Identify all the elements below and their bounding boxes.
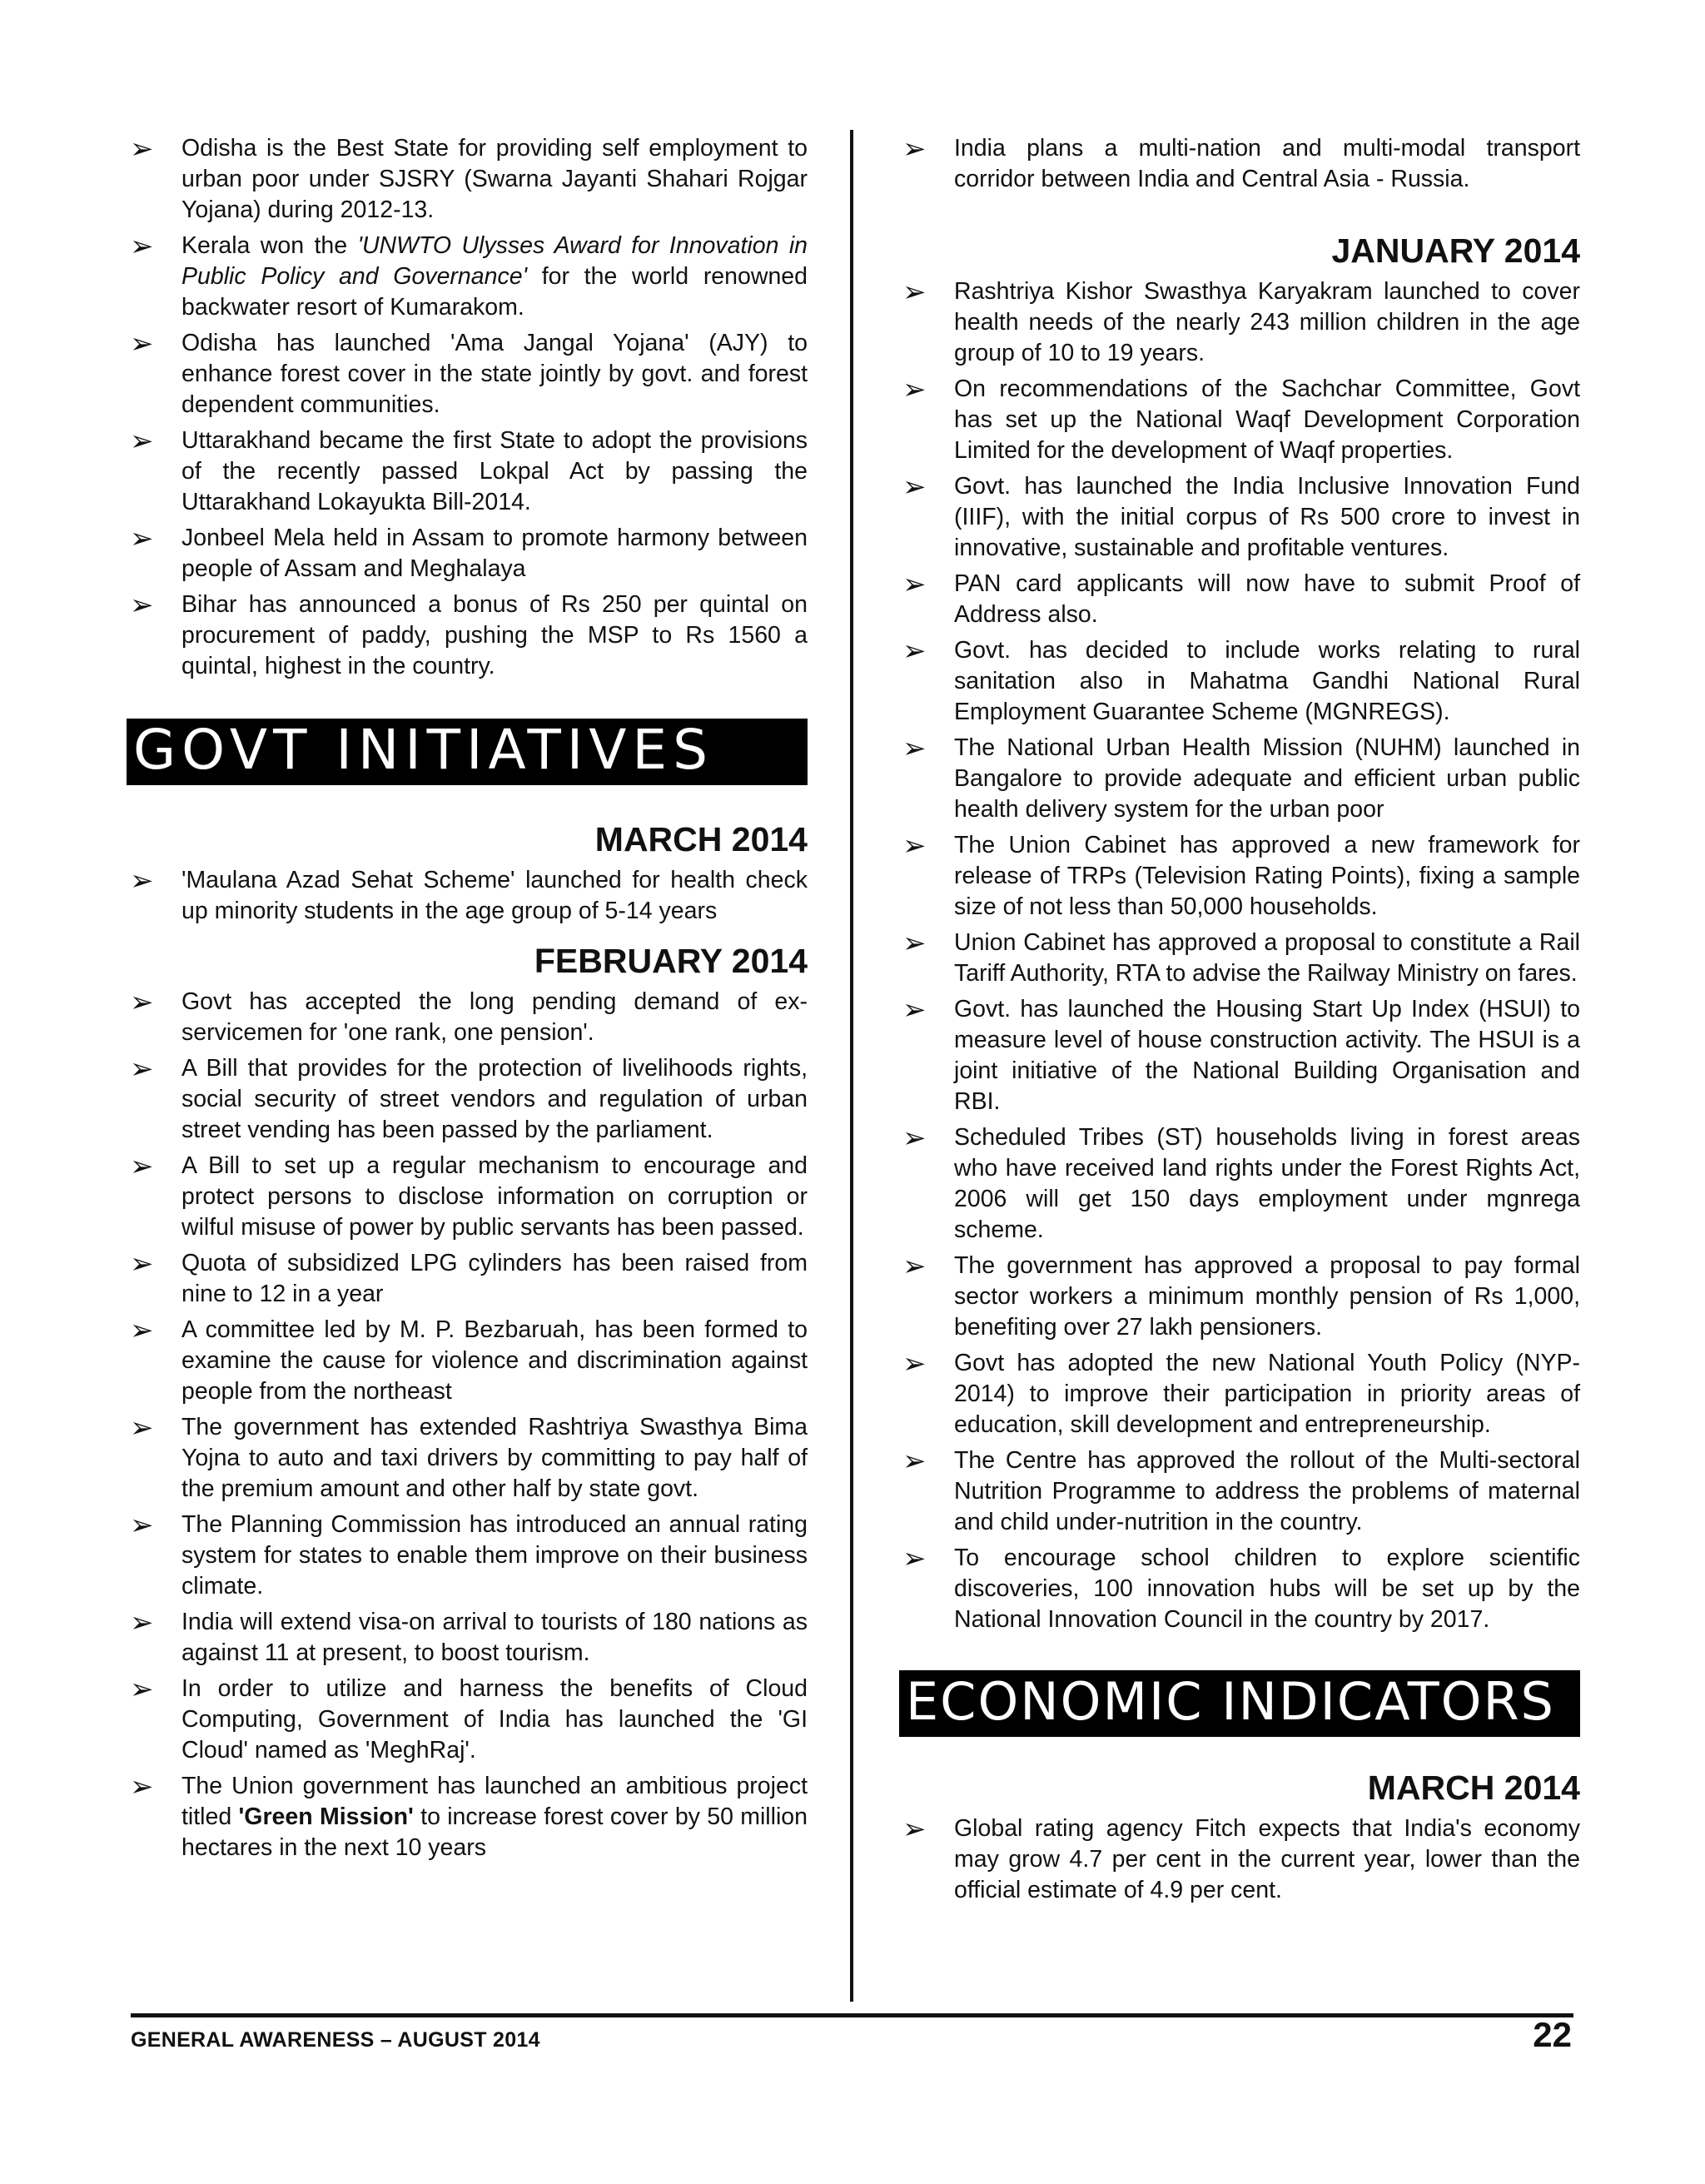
list-item	[127, 987, 808, 1048]
list-item-text: Govt has adopted the new National Youth Policy (NYP-2014) to improve their participation in priority areas of education, skill development and entrepreneurship.	[954, 1350, 1580, 1438]
arrow-bullet-icon: ➢	[902, 1250, 927, 1283]
list-item-text: The Union Cabinet has approved a new framework for release of TRPs (Television Rating Points), fixing a sample size of not less than 50,000 households.	[954, 832, 1580, 920]
arrow-bullet-icon: ➢	[130, 1247, 154, 1281]
list-item-text: to increase forest cover by 50 million hectares in the next 10 years	[181, 1803, 808, 1861]
list-item	[899, 1348, 1580, 1440]
arrow-bullet-icon: ➢	[902, 927, 927, 960]
economic-march-2014-heading: MARCH 2014	[1367, 1769, 1580, 1807]
emphasized-text: 'UNWTO Ulysses Award for Innovation in Public Policy and Governance'	[181, 232, 808, 290]
list-item-text: Jonbeel Mela held in Assam to promote harmony between people of Assam and Meghalaya	[181, 525, 808, 582]
footer-rule	[131, 2013, 1573, 2017]
arrow-bullet-icon: ➢	[130, 986, 154, 1019]
list-item	[127, 1053, 808, 1146]
list-item	[899, 569, 1580, 630]
page-number: 22	[1533, 2015, 1572, 2054]
list-item-text: On recommendations of the Sachchar Committee, Govt has set up the National Waqf Development Corporation Limited for the development of Waqf properties.	[954, 376, 1580, 464]
list-item-text: The Centre has approved the rollout of the Multi-sectoral Nutrition Programme to address the problems of maternal and child under-nutrition in the country.	[954, 1447, 1580, 1535]
arrow-bullet-icon: ➢	[130, 1673, 154, 1706]
list-item-text: PAN card applicants will now have to submit Proof of Address also.	[954, 570, 1580, 628]
arrow-bullet-icon: ➢	[902, 373, 927, 406]
left-column	[127, 133, 808, 1868]
left-intro-list	[127, 133, 808, 682]
arrow-bullet-icon: ➢	[130, 1150, 154, 1183]
list-item-text: The Union government has launched an ambitious project titled	[181, 1773, 808, 1830]
list-item-text: Odisha has launched 'Ama Jangal Yojana' (AJY) to enhance forest cover in the state jointly by govt. and forest dependent communities.	[181, 330, 808, 418]
arrow-bullet-icon: ➢	[902, 1347, 927, 1381]
list-item-text: Govt. has launched the India Inclusive Innovation Fund (IIIF), with the initial corpus of Rs 500 crore to invest in innovative, sustainable and profitable ventures.	[954, 473, 1580, 561]
govt-march-list	[127, 865, 808, 927]
arrow-bullet-icon: ➢	[902, 1445, 927, 1478]
list-item-text: The government has approved a proposal to pay formal sector workers a minimum monthly pension of Rs 1,000, benefiting over 27 lakh pensioners.	[954, 1252, 1580, 1341]
arrow-bullet-icon: ➢	[130, 425, 154, 458]
list-item	[127, 425, 808, 518]
arrow-bullet-icon: ➢	[130, 522, 154, 555]
list-item	[127, 231, 808, 323]
list-item-text: To encourage school children to explore scientific discoveries, 100 innovation hubs will be set up by the National Innovation Council in the country by 2017.	[954, 1545, 1580, 1633]
list-item	[899, 1813, 1580, 1906]
arrow-bullet-icon: ➢	[902, 634, 927, 668]
list-item	[899, 1251, 1580, 1343]
arrow-bullet-icon: ➢	[902, 993, 927, 1027]
economic-indicators-banner: ECONOMIC INDICATORS	[899, 1670, 1580, 1737]
govt-initiatives-banner: GOVT INITIATIVES	[127, 719, 808, 785]
january-2014-heading: JANUARY 2014	[1331, 231, 1580, 270]
right-intro-list	[899, 133, 1580, 195]
list-item-text: A Bill to set up a regular mechanism to encourage and protect persons to disclose information on corruption or wilful misuse of power by public servants has been passed.	[181, 1152, 808, 1241]
list-item-text: Quota of subsidized LPG cylinders has been raised from nine to 12 in a year	[181, 1250, 808, 1307]
list-item-text: Govt. has decided to include works relating to rural sanitation also in Mahatma Gandhi National Rural Employment Guarantee Scheme (MGNREGS).	[954, 637, 1580, 725]
list-item-text: Govt. has launched the Housing Start Up Index (HSUI) to measure level of house construction activity. The HSUI is a joint initiative of the National Building Organisation and RBI.	[954, 996, 1580, 1115]
arrow-bullet-icon: ➢	[902, 829, 927, 863]
list-item	[899, 733, 1580, 825]
list-item	[899, 1122, 1580, 1246]
list-item	[899, 133, 1580, 195]
list-item	[127, 523, 808, 585]
list-item-text: Union Cabinet has approved a proposal to constitute a Rail Tariff Authority, RTA to advise the Railway Ministry on fares.	[954, 929, 1580, 987]
list-item-text: The Planning Commission has introduced an annual rating system for states to enable them improve on their business climate.	[181, 1511, 808, 1599]
list-item-text: Uttarakhand became the first State to adopt the provisions of the recently passed Lokpal Act by passing the Uttarakhand Lokayukta Bill-2014.	[181, 427, 808, 515]
list-item	[127, 328, 808, 420]
list-item	[127, 1248, 808, 1310]
arrow-bullet-icon: ➢	[902, 568, 927, 601]
list-item-text: Rashtriya Kishor Swasthya Karyakram launched to cover health needs of the nearly 243 million children in the age group of 10 to 19 years.	[954, 278, 1580, 366]
march-2014-heading: MARCH 2014	[594, 820, 808, 858]
list-item-text: India plans a multi-nation and multi-modal transport corridor between India and Central Asia - Russia.	[954, 135, 1580, 192]
arrow-bullet-icon: ➢	[130, 1411, 154, 1445]
list-item-text: In order to utilize and harness the benefits of Cloud Computing, Government of India has launched the 'GI Cloud' named as 'MeghRaj'.	[181, 1675, 808, 1764]
list-item	[127, 1412, 808, 1505]
list-item-text: for the world renowned backwater resort of Kumarakom.	[181, 263, 808, 321]
arrow-bullet-icon: ➢	[902, 470, 927, 504]
arrow-bullet-icon: ➢	[902, 1813, 927, 1846]
arrow-bullet-icon: ➢	[902, 276, 927, 309]
list-item	[127, 1771, 808, 1863]
arrow-bullet-icon: ➢	[902, 132, 927, 166]
arrow-bullet-icon: ➢	[130, 230, 154, 263]
list-item	[899, 830, 1580, 923]
arrow-bullet-icon: ➢	[130, 327, 154, 361]
arrow-bullet-icon: ➢	[902, 732, 927, 765]
arrow-bullet-icon: ➢	[130, 864, 154, 898]
list-item	[899, 374, 1580, 466]
list-item-text: The government has extended Rashtriya Swasthya Bima Yojna to auto and taxi drivers by committing to pay half of the premium amount and other half by state govt.	[181, 1414, 808, 1502]
list-item	[899, 276, 1580, 369]
govt-january-list	[899, 276, 1580, 1635]
list-item	[899, 1445, 1580, 1538]
govt-february-list	[127, 987, 808, 1863]
list-item-text: The National Urban Health Mission (NUHM) launched in Bangalore to provide adequate and efficient urban public health delivery system for the urban poor	[954, 734, 1580, 823]
list-item-text: A Bill that provides for the protection of livelihoods rights, social security of street vendors and regulation of urban street vending has been passed by the parliament.	[181, 1055, 808, 1143]
list-item	[127, 1510, 808, 1602]
list-item	[899, 635, 1580, 728]
list-item-text: Bihar has announced a bonus of Rs 250 per quintal on procurement of paddy, pushing the MSP to Rs 1560 a quintal, highest in the country.	[181, 591, 808, 679]
arrow-bullet-icon: ➢	[902, 1122, 927, 1155]
bold-text: 'Green Mission'	[238, 1803, 414, 1830]
list-item	[899, 994, 1580, 1117]
list-item	[899, 928, 1580, 989]
arrow-bullet-icon: ➢	[130, 132, 154, 166]
arrow-bullet-icon: ➢	[130, 589, 154, 622]
arrow-bullet-icon: ➢	[130, 1606, 154, 1639]
list-item	[127, 1151, 808, 1243]
economic-march-list	[899, 1813, 1580, 1906]
arrow-bullet-icon: ➢	[130, 1314, 154, 1347]
arrow-bullet-icon: ➢	[130, 1509, 154, 1542]
right-column	[899, 133, 1580, 1911]
list-item	[127, 1674, 808, 1766]
arrow-bullet-icon: ➢	[130, 1052, 154, 1086]
column-divider	[850, 130, 853, 2002]
list-item-text: 'Maulana Azad Sehat Scheme' launched for health check up minority students in the age group of 5-14 years	[181, 867, 808, 924]
list-item-text: Govt has accepted the long pending demand of ex-servicemen for 'one rank, one pension'.	[181, 988, 808, 1046]
list-item	[127, 865, 808, 927]
list-item	[127, 1607, 808, 1669]
list-item	[127, 133, 808, 226]
list-item-text: Global rating agency Fitch expects that India's economy may grow 4.7 per cent in the current year, lower than the official estimate of 4.9 per cent.	[954, 1815, 1580, 1903]
february-2014-heading: FEBRUARY 2014	[534, 942, 808, 980]
list-item	[899, 471, 1580, 564]
list-item	[127, 590, 808, 682]
list-item-text: Odisha is the Best State for providing self employment to urban poor under SJSRY (Swarna Jayanti Shahari Rojgar Yojana) during 2012-13.	[181, 135, 808, 223]
arrow-bullet-icon: ➢	[902, 1542, 927, 1575]
footer-title: GENERAL AWARENESS – AUGUST 2014	[131, 2028, 540, 2052]
list-item	[127, 1315, 808, 1407]
list-item-text: A committee led by M. P. Bezbaruah, has been formed to examine the cause for violence and discrimination against people from the northeast	[181, 1316, 808, 1405]
arrow-bullet-icon: ➢	[130, 1770, 154, 1803]
list-item-text: India will extend visa-on arrival to tourists of 180 nations as against 11 at present, to boost tourism.	[181, 1609, 808, 1666]
list-item-text: Scheduled Tribes (ST) households living in forest areas who have received land rights under the Forest Rights Act, 2006 will get 150 days employment under mgnrega scheme.	[954, 1124, 1580, 1243]
list-item-text: Kerala won the	[181, 232, 358, 259]
list-item	[899, 1543, 1580, 1635]
